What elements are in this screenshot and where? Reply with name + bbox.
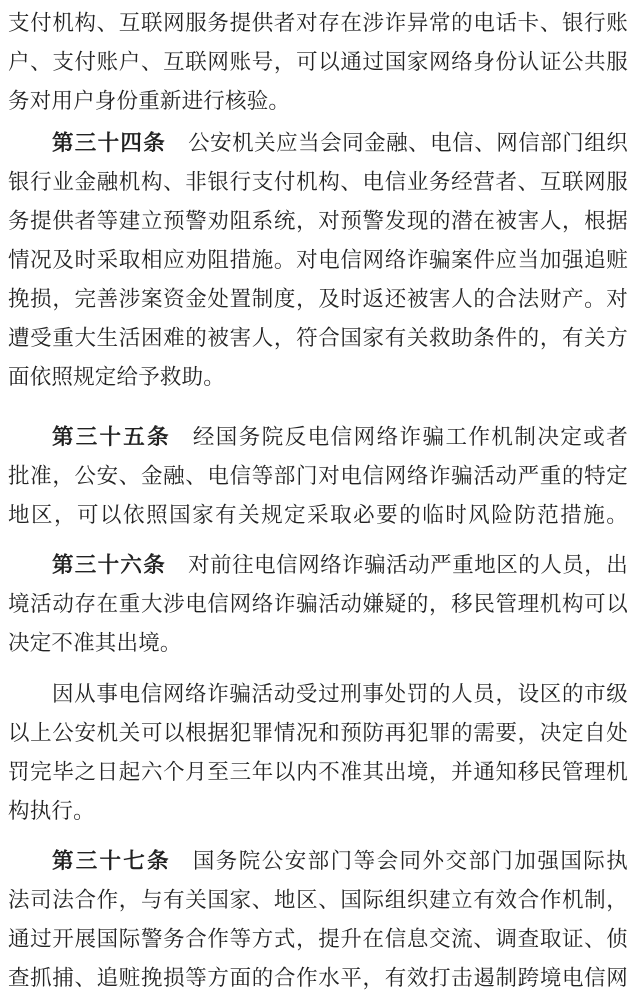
article-heading: 第三十七条 bbox=[52, 849, 171, 874]
text-line: 法司法合作，与有关国家、地区、国际组织建立有效合作机制， bbox=[8, 888, 628, 913]
text-line: 决定不准其出境。 bbox=[8, 631, 182, 656]
text-line: 以上公安机关可以根据犯罪情况和预防再犯罪的需要，决定自处 bbox=[8, 721, 628, 746]
article-text: 国务院公安部门等会同外交部门加强国际执 bbox=[192, 849, 628, 874]
text-line: 遭受重大生活困难的被害人，符合国家有关救助条件的，有关方 bbox=[8, 326, 628, 351]
article-heading: 第三十五条 bbox=[52, 425, 171, 450]
article-text: 公安机关应当会同金融、电信、网信部门组织 bbox=[188, 131, 628, 156]
text-line bbox=[0, 842, 640, 882]
text-line: 务对用户身份重新进行核验。 bbox=[8, 89, 291, 114]
text-line: 支付机构、互联网服务提供者对存在涉诈异常的电话卡、银行账 bbox=[8, 11, 628, 36]
text-line: 构执行。 bbox=[8, 799, 95, 824]
text-line bbox=[0, 418, 640, 458]
text-line bbox=[0, 546, 640, 586]
article-heading: 第三十六条 bbox=[52, 553, 167, 578]
text-line: 务提供者等建立预警劝阻系统，对预警发现的潜在被害人，根据 bbox=[8, 209, 628, 234]
text-line: 地区，可以依照国家有关规定采取必要的临时风险防范措施。 bbox=[8, 503, 628, 528]
text-line: 因从事电信网络诈骗活动受过刑事处罚的人员，设区的市级 bbox=[52, 682, 628, 707]
article-text: 对前往电信网络诈骗活动严重地区的人员，出 bbox=[188, 553, 628, 578]
text-line: 银行业金融机构、非银行支付机构、电信业务经营者、互联网服 bbox=[8, 170, 628, 195]
article-heading: 第三十四条 bbox=[52, 131, 167, 156]
text-line: 情况及时采取相应劝阻措施。对电信网络诈骗案件应当加强追赃 bbox=[8, 248, 628, 273]
text-line: 面依照规定给予救助。 bbox=[8, 365, 226, 390]
text-line: 通过开展国际警务合作等方式，提升在信息交流、调查取证、侦 bbox=[8, 927, 628, 952]
text-line: 罚完毕之日起六个月至三年以内不准其出境，并通知移民管理机 bbox=[8, 760, 628, 785]
article-text: 经国务院反电信网络诈骗工作机制决定或者 bbox=[192, 425, 628, 450]
text-line: 挽损，完善涉案资金处置制度，及时返还被害人的合法财产。对 bbox=[8, 287, 628, 312]
text-line: 境活动存在重大涉电信网络诈骗活动嫌疑的，移民管理机构可以 bbox=[8, 592, 628, 617]
text-line: 户、支付账户、互联网账号，可以通过国家网络身份认证公共服 bbox=[8, 50, 628, 75]
text-line: 批准，公安、金融、电信等部门对电信网络诈骗活动严重的特定 bbox=[8, 464, 628, 489]
text-line: 查抓捕、追赃挽损等方面的合作水平，有效打击遏制跨境电信网 bbox=[8, 966, 628, 991]
text-line bbox=[0, 124, 640, 164]
